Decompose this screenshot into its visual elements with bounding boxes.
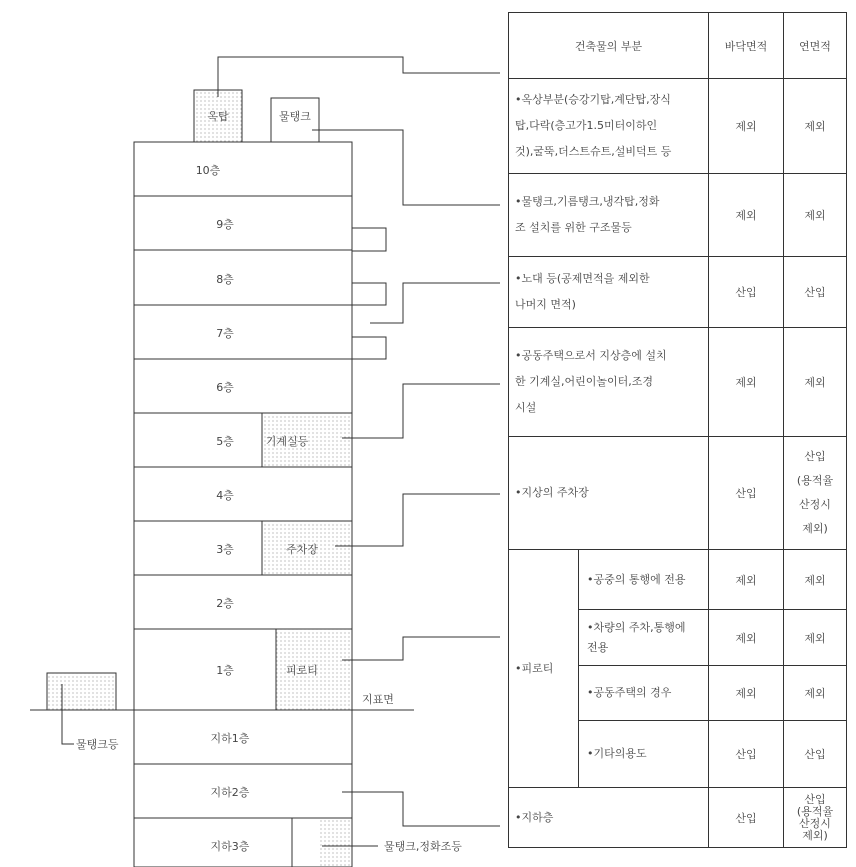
piloti-vehicle-floor-area: 제외 (709, 610, 784, 666)
row-apartment-facilities-desc: •공동주택으로서 지상층에 설치 한 기계실,어린이놀이터,조경 시설 (509, 328, 709, 437)
piloti-apartment-total-area: 제외 (784, 666, 847, 721)
row-rooftop-desc: •옥상부분(승강기탑,계단탑,장식 탑,다락(층고가1.5미터이하인 것),굴뚝,더스트슈트,설비덕트 등 (509, 79, 709, 174)
machine-room-label: 기계실등 (265, 435, 309, 448)
floor-area-table (508, 12, 847, 848)
row-piloti-label: •피로티 (509, 550, 579, 788)
ground-tank-box (47, 673, 116, 710)
piloti-other-floor-area: 산입 (709, 721, 784, 788)
piloti-label: 피로티 (286, 664, 318, 677)
row-tanks-desc: •물탱크,기름탱크,냉각탑,정화 조 설치를 위한 구조물등 (509, 174, 709, 257)
row-surface-parking-total-area: 산입 (용적율 산정시 제외) (784, 437, 847, 550)
row-tanks-total-area: 제외 (784, 174, 847, 257)
row-basement-floor-area: 산입 (709, 788, 784, 848)
row-tanks-floor-area: 제외 (709, 174, 784, 257)
piloti-public-desc: •공중의 통행에 전용 (579, 550, 709, 610)
piloti-apartment-desc: •공동주택의 경우 (579, 666, 709, 721)
floor-label-10: 10층 (195, 164, 221, 177)
row-apartment-facilities-total-area: 제외 (784, 328, 847, 437)
row-rooftop-total-area: 제외 (784, 79, 847, 174)
piloti-vehicle-desc: •차량의 주차,통행에 전용 (579, 610, 709, 666)
leader-lines (218, 57, 500, 826)
row-balcony-total-area: 산입 (784, 257, 847, 328)
piloti-other-desc: •기타의용도 (579, 721, 709, 788)
floor-dividers (134, 196, 352, 818)
row-balcony-desc: •노대 등(공제면적을 제외한 나머지 면적) (509, 257, 709, 328)
floor-label-8: 8층 (216, 273, 234, 286)
ground-tank-label: 물탱크등 (76, 738, 119, 751)
row-apartment-facilities-floor-area: 제외 (709, 328, 784, 437)
building-outline (134, 142, 352, 867)
floor-label-4: 4층 (216, 489, 234, 502)
row-basement-total-area: 산입 (용적율 산정시 제외) (784, 788, 847, 848)
roof-tower-label: 옥탑 (207, 110, 229, 123)
floor-label-9: 9층 (216, 218, 234, 231)
floor-label-2: 2층 (216, 597, 234, 610)
floor-label-7: 7층 (216, 327, 234, 340)
piloti-public-total-area: 제외 (784, 550, 847, 610)
row-surface-parking-desc: •지상의 주차장 (509, 437, 709, 550)
floor-label-3: 3층 (216, 543, 234, 556)
piloti-vehicle-total-area: 제외 (784, 610, 847, 666)
floor-label-1: 1층 (216, 664, 234, 677)
floor-label-6: 6층 (216, 381, 234, 394)
row-balcony-floor-area: 산입 (709, 257, 784, 328)
floor-label-b1: 지하1층 (210, 732, 250, 745)
header-total-area: 연면적 (784, 13, 847, 79)
parking-label: 주차장 (286, 543, 318, 556)
basement-tank-dots (318, 818, 352, 867)
piloti-apartment-floor-area: 제외 (709, 666, 784, 721)
header-floor-area: 바닥면적 (709, 13, 784, 79)
floor-label-5: 5층 (216, 435, 234, 448)
roof-water-tank-label: 물탱크 (279, 110, 311, 123)
row-surface-parking-floor-area: 산입 (709, 437, 784, 550)
piloti-public-floor-area: 제외 (709, 550, 784, 610)
floor-label-b2: 지하2층 (210, 786, 250, 799)
piloti-other-total-area: 산입 (784, 721, 847, 788)
ground-line-label: 지표면 (362, 693, 394, 706)
basement-tank-label: 물탱크,정화조등 (384, 840, 462, 853)
floor-label-b3: 지하3층 (210, 840, 250, 853)
row-basement-desc: •지하층 (509, 788, 709, 848)
row-rooftop-floor-area: 제외 (709, 79, 784, 174)
header-part: 건축물의 부분 (509, 13, 709, 79)
